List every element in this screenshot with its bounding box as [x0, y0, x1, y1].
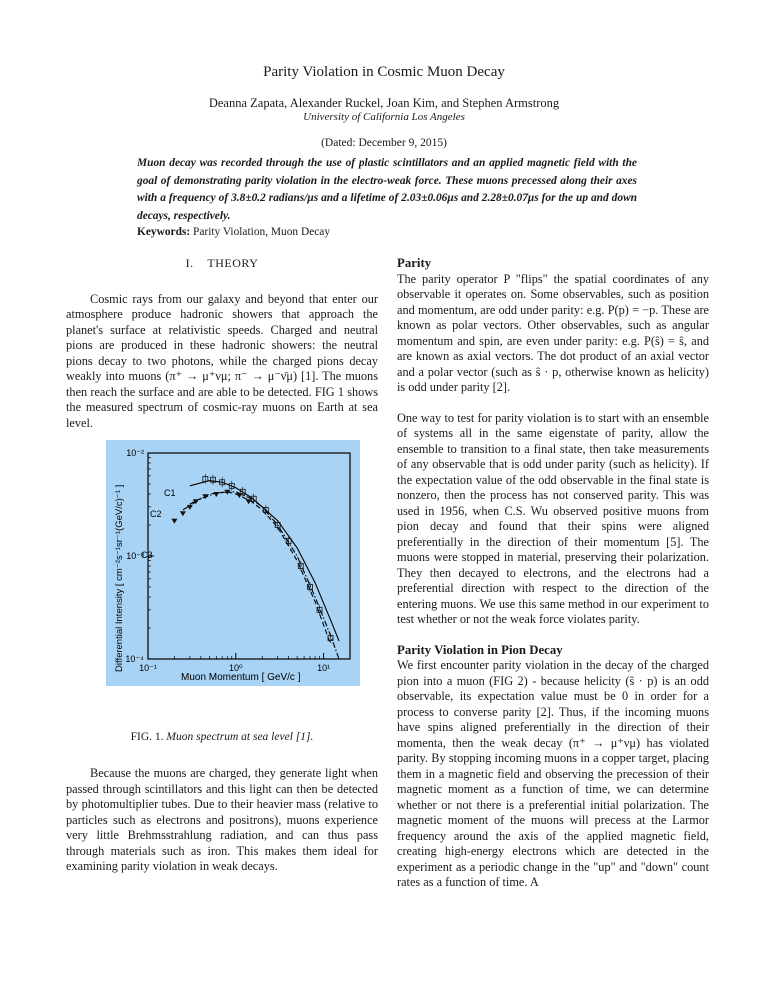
- muon-spectrum-chart: [106, 440, 360, 686]
- right-column: [397, 256, 709, 891]
- figure-muon-spectrum: [106, 440, 360, 686]
- figure-caption: [66, 731, 378, 743]
- x-tick-label: 10⁰: [228, 663, 243, 673]
- left-column: [66, 256, 378, 431]
- parity-paragraph-1: The parity operator P "flips" the spatial coordinates of any observable it operates on. Some observables, such as position and momentum, are odd under parity: e.g. P(p) = −p. These are known as polar vectors. Other observables, such as angular momentum and spin, are even under parity: e.g. P(ŝ) = ŝ, and are known as axial vectors. The dot product of an axial vector and a polar vector (such as ŝ · p, otherwise known as helicity) is odd under parity [2].: [397, 271, 709, 394]
- left-column-bottom: [66, 766, 378, 875]
- dated-line: (Dated: December 9, 2015): [321, 137, 447, 149]
- figure-caption-label: FIG. 1.: [130, 731, 164, 743]
- theory-paragraph-1: Cosmic rays from our galaxy and beyond that enter our atmosphere produce hadronic showers that approach the planet's surface at relativistic speeds. Charged and neutral pions are produced in these hadronic showers: the neutral pions decay to two photons, while the charged pions decay weakly into muons (π⁺ → μ⁺νμ; π⁻ → μ⁻ν̄μ) [1]. The muons then reach the surface and are able to be detected. FIG 1 shows the measured spectrum of cosmic-ray muons on Earth at sea level.: [66, 291, 378, 430]
- affiliation: University of California Los Angeles: [303, 111, 465, 123]
- chart-background: [106, 440, 360, 686]
- y-tick-label: 10⁻⁴: [125, 654, 144, 664]
- x-tick-label: 10¹: [317, 663, 331, 673]
- x-tick-label: 10⁻¹: [139, 663, 157, 673]
- keywords-label: Keywords:: [137, 226, 191, 238]
- section-title-theory: I. THEORY: [185, 256, 259, 270]
- authors: Deanna Zapata, Alexander Ruckel, Joan Kim, and Stephen Armstrong: [208, 96, 560, 110]
- y-tick-label: 10⁻³: [126, 551, 144, 561]
- theory-paragraph-2: Because the muons are charged, they generate light when passed through scintillators and this light can then be detected by photomultiplier tubes. Due to their heavier mass (relative to particles such as electrons and positrons), muons experience very little Brehmsstrahlung radiation, and can thus pass through materials such as iron. This makes them ideal for examining parity violation in weak decays.: [66, 766, 378, 873]
- y-axis-label: Differential Intensity [ cm⁻²s⁻¹sr⁻¹(GeV/c)⁻¹ ]: [114, 484, 125, 672]
- heading-pion-decay: Parity Violation in Pion Decay: [397, 642, 563, 657]
- annotation-c2: C2: [150, 509, 162, 519]
- page-title: Parity Violation in Cosmic Muon Decay: [263, 64, 505, 80]
- annotation-c3: C3: [141, 550, 153, 560]
- abstract: Muon decay was recorded through the use of plastic scintillators and an applied magnetic field with the goal of demonstrating parity violation in the electro-weak force. These muons precessed along their axes with a frequency of 3.8±0.2 radians/μs and a lifetime of 2.03±0.06μs and 2.28±0.07μs for the up and down decays, respectively.: [137, 157, 637, 222]
- y-tick-label: 10⁻²: [126, 448, 144, 458]
- figure-caption-text: Muon spectrum at sea level [1].: [166, 731, 314, 743]
- x-axis-label: Muon Momentum [ GeV/c ]: [181, 672, 301, 683]
- annotation-c1: C1: [164, 488, 176, 498]
- keywords-list: Parity Violation, Muon Decay: [193, 226, 331, 238]
- pion-decay-paragraph: We first encounter parity violation in the decay of the charged pion into a muon (FIG 2) - because helicity (ŝ · p) is an odd observable, its expectation value must be 0 in order for a process to converse parity [2]. Thus, if the incoming muons have spins aligned preferentially in the direction of their momenta, then the weak decay (π⁺ → μ⁺νμ) has violated parity. By stopping incoming muons in a copper target, placing them in a magnetic field and observing the precession of their magnetic moment as a function of time, we can determine whether or not there is a preferential initial polarization. The magnetic moment of the muons will precess at the Larmor frequency around the axis of the applied magnetic field, creating high-energy electrons which are detected in the experiment as a periodic change in the "up" and "down" count rates as a function of time. A: [397, 658, 709, 889]
- keywords: [137, 226, 637, 238]
- parity-paragraph-2: One way to test for parity violation is to start with an ensemble of systems all in the same eigenstate of parity, allow the ensemble to transition to a final state, then take measurements of any observable that is odd under parity (such as helicity). If the expectation value of the odd observable in the final state is nonzero, then the process has not conserved parity. This was used in 1956, when C.S. Wu observed positive muons from pion decay and found that their spins were aligned preferentially in the direction of their momentum [5]. The muons were stopped in material, preserving their polarization. They then decayed to electrons, and the electrons had a preferential direction with respect to the direction of the entering muons. We use this same method in our experiment to test whether or not the weak force violates parity.: [397, 410, 709, 626]
- heading-parity: Parity: [397, 256, 432, 270]
